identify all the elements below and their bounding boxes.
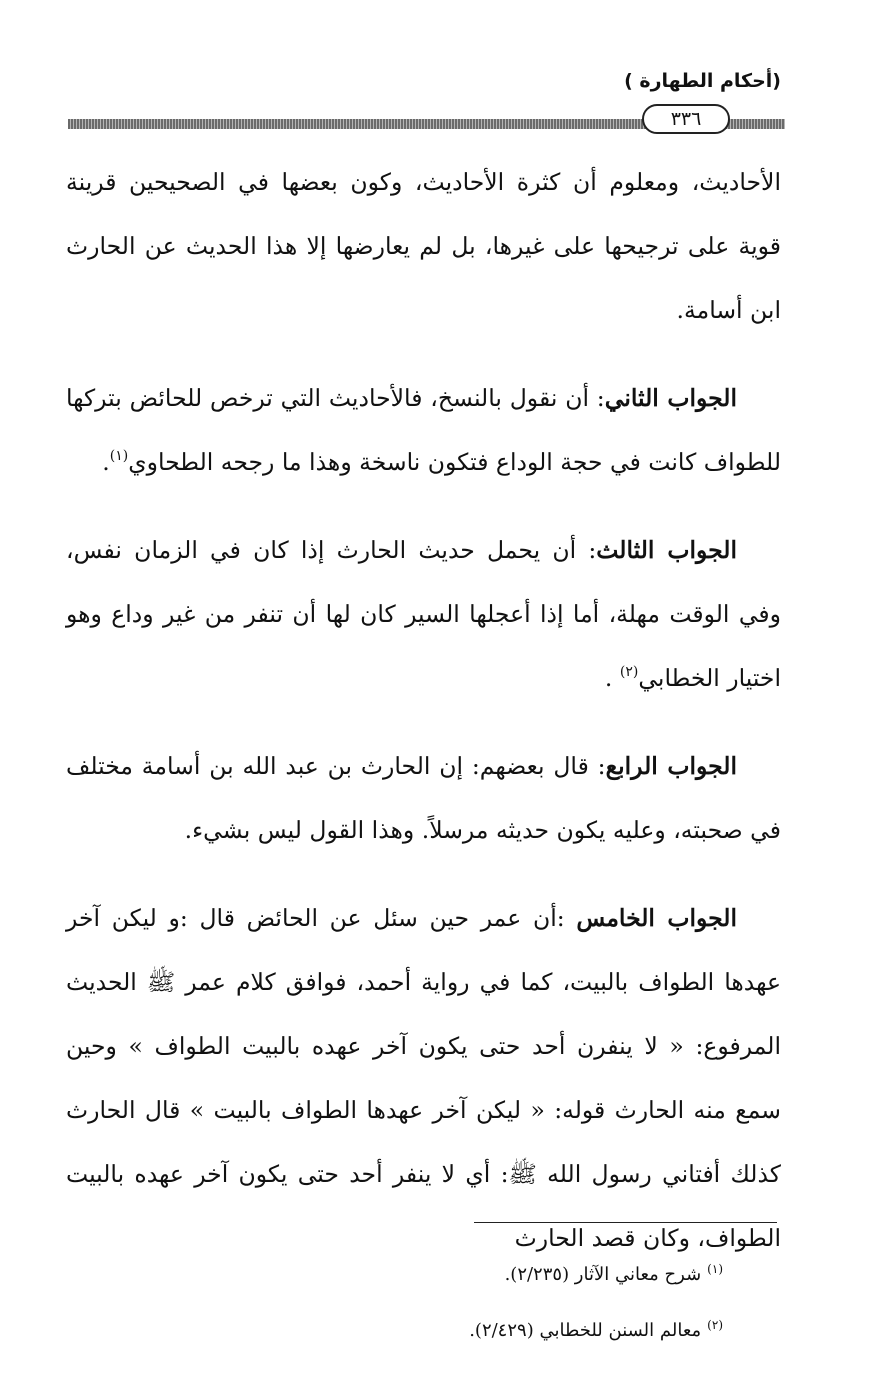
page-number: ٣٣٦ xyxy=(642,104,730,134)
paragraph-tail: . xyxy=(102,448,110,476)
paragraph-answer-two xyxy=(66,366,781,494)
footnote-item xyxy=(223,1244,723,1300)
answer-heading: الجواب الثالث xyxy=(596,536,737,564)
paragraph-tail: . xyxy=(604,664,620,692)
footnote-separator xyxy=(474,1222,777,1223)
paragraph-answer-five xyxy=(66,886,781,1270)
paragraph-text: : قال بعضهم: إن الحارث بن عبد الله بن أسامة مختلف في صحبته، وعليه يكون حديثه مرسلاً. وهذا القول ليس بشيء. xyxy=(66,752,781,844)
footnote-number: (٢) xyxy=(707,1318,723,1332)
footnote-item xyxy=(223,1300,723,1356)
answer-heading: الجواب الرابع xyxy=(605,752,737,780)
main-text xyxy=(66,150,781,1294)
answer-heading: الجواب الثاني xyxy=(604,384,737,412)
paragraph-text: الأحاديث، ومعلوم أن كثرة الأحاديث، وكون بعضها في الصحيحين قرينة قوية على ترجيحها على غيرها، بل لم يعارضها إلا هذا الحديث عن الحارث ابن أسامة. xyxy=(66,168,781,324)
footnote-ref[interactable]: (١) xyxy=(109,448,129,464)
footnote-ref[interactable]: (٢) xyxy=(619,664,639,680)
running-title: (أحكام الطهارة ) xyxy=(624,70,781,92)
paragraph-answer-four xyxy=(66,734,781,862)
footnote-text: شرح معاني الآثار (٢/٢٣٥). xyxy=(504,1264,702,1285)
paragraph-text: : أن نقول بالنسخ، فالأحاديث التي ترخص للحائض بتركها للطواف كانت في حجة الوداع فتكون ناسخة وهذا ما رجحه الطحاوي xyxy=(66,384,781,476)
footnote-number: (١) xyxy=(707,1262,723,1276)
paragraph-answer-three xyxy=(66,518,781,710)
paragraph-text: :أن عمر حين سئل عن الحائض قال :و ليكن آخر عهدها الطواف بالبيت، كما في رواية أحمد، فوافق كلام عمر ﷺ الحديث المرفوع: « لا ينفرن أحد حتى يكون آخر عهده بالبيت الطواف » وحين سمع منه الحارث قوله: « ليكن آخر عهدها الطواف بالبيت » قال الحارث كذلك أفتاني رسول الله ﷺ: أي لا ينفر أحد حتى يكون آخر عهده بالبيت الطواف، وكان قصد الحارث xyxy=(66,904,781,1252)
paragraph-continuation xyxy=(66,150,781,342)
paragraph-text: : أن يحمل حديث الحارث إذا كان في الزمان نفس، وفي الوقت مهلة، أما إذا أعجلها السير كان لها أن تنفر من غير وداع وهو اختيار الخطابي xyxy=(66,536,781,692)
footnote-text: معالم السنن للخطابي (٢/٤٢٩). xyxy=(469,1320,702,1341)
answer-heading: الجواب الخامس xyxy=(576,904,737,932)
footnotes xyxy=(223,1244,723,1356)
